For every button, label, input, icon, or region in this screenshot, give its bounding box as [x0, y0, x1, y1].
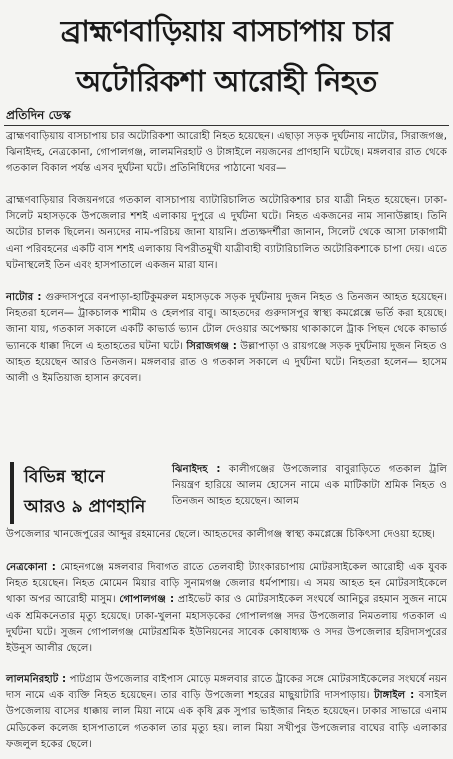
jhenaidah-text: কালীগঞ্জের উপজেলার বাবুরাড়িতে গতকাল ট্রলি নিয়ন্ত্রণ হারিয়ে আলম হোসেন নামে এক মাটিকাটা শ্রমিক নিহত ও তিনজন আহত হয়েছেন। আলম	[172, 464, 447, 508]
sidebar-line-1: বিভিন্ন স্থানে	[24, 467, 105, 487]
natore-text: গুরুদাসপুরে বনপাড়া-হাটিকুমরুল মহাসড়কে সড়ক দুর্ঘটনায় দুজন নিহত ও তিনজন আহত হয়েছেন। নিহতরা হলেন— ট্রাকচালক শামীম ও হেলপার বাবু। আহতদের গুরুদাসপুর স্বাস্থ্য কমপ্লেক্সে ভর্তি করা হয়েছে। জানা যায়, গতকাল সকালে একটি কাভার্ড ভ্যান টোল দেওয়ার অপেক্ষায় থাকাকালে ট্রাক পিছন থেকে কাভার্ড ভ্যানকে ধাক্কা দিলে এ হতাহতের ঘটনা ঘটে।	[6, 292, 448, 352]
brahmanbaria-paragraph: ব্রাহ্মণবাড়িয়ার বিজয়নগরে গতকাল বাসচাপায় ব্যাটারিচালিত অটোরিকশার চার যাত্রী নিহত হয়েছেন। ঢাকা-সিলেট মহাসড়কে উপজেলার শশই এলাকায় দুপুরে এ দুর্ঘটনা ঘটে। নিহত একজনের নাম সানাউল্লাহ। তিনি অটোর চালক ছিলেন। অন্যদের নাম-পরিচয় জানা যায়নি। প্রত্যক্ষদর্শীরা জানান, সিলেট থেকে আসা ঢাকাগামী এনা পরিবহনের একটি বাস শশই এলাকায় বিপরীতমুখী যাত্রীবাহী ব্যাটারিচালিত অটোরিকশাকে চাপা দেয়। এতে ঘটনাস্থলেই তিন এবং হাসপাতালে একজন মারা যান।	[6, 195, 447, 271]
gopalganj-text: প্রাইভেট কার ও মোটরসাইকেল সংঘর্ষে আনিচুর রহমান সুজন নামে এক শ্রমিকনেতার মৃত্যু হয়েছে। ঢাকা-খুলনা মহাসড়কের গোপালগঞ্জ সদর উপজেলার নিমতলায় গতকাল এ দুর্ঘটনা ঘটে। সুজন গোপালগঞ্জ মোটরশ্রমিক ইউনিয়নের সাবেক কোষাধ্যক্ষ ও সদর উপজেলার হরিদাসপুরের ইউনুস আলীর ছেলে।	[6, 594, 447, 655]
headline-line-1: ব্রাহ্মণবাড়িয়ায় বাসচাপায় চার	[60, 14, 393, 48]
sidebar-highlight	[10, 458, 162, 530]
gopalganj-label: গোপালগঞ্জ :	[119, 594, 175, 606]
natore-label: নাটোর :	[6, 292, 42, 303]
lalmonirhat-paragraph	[6, 672, 447, 753]
netrokona-label: নেত্রকোনা :	[6, 562, 56, 573]
headline	[8, 6, 445, 106]
netrokona-paragraph	[6, 560, 447, 657]
divider	[4, 125, 449, 126]
jhenaidah-continued: উপজেলার খানজেপুরের আব্দুর রহমানের ছেলে। আহতদের কালীগঞ্জ স্বাস্থ্য কমপ্লেক্সে চিকিৎসা দেওয়া হচ্ছে।	[6, 529, 436, 540]
sirajganj-label: সিরাজগঞ্জ :	[186, 340, 237, 352]
jhenaidah-label: ঝিনাইদহ :	[172, 464, 221, 475]
intro-paragraph: ব্রাহ্মণবাড়িয়ায় বাসচাপায় চার অটোরিকশা আরোহী নিহত হয়েছেন। এছাড়া সড়ক দুর্ঘটনায় নাটোর, সিরাজগঞ্জ, ঝিনাইদহ, নেত্রকোনা, গোপালগঞ্জ, লালমনিরহাট ও টাঙ্গাইলে নয়জনের প্রাণহানি ঘটেছে। মঙ্গলবার রাত থেকে গতকাল বিকাল পর্যন্ত এসব দুর্ঘটনা ঘটে। প্রতিনিধিদের পাঠানো খবর—	[6, 131, 447, 175]
tangail-text: বসাইল উপজেলায় বাসের ধাক্কায় লাল মিয়া নামে এক কৃষি ব্লক সুপার ভাইজার নিহত হয়েছেন। ঢাকার সাভারে এনাম মেডিকেল কলেজ হাসপাতালে গতকাল তার মৃত্যু হয়। লাল মিয়া সখীপুর উপজেলার বাঘের বাড়ি এলাকার ফজলুল হকের ছেলে।	[6, 690, 447, 750]
sidebar-bar	[10, 462, 14, 524]
tangail-label: টাঙ্গাইল :	[374, 690, 415, 702]
byline: প্রতিদিন ডেস্ক	[6, 108, 71, 122]
headline-line-2: অটোরিকশা আরোহী নিহত	[76, 64, 377, 98]
sirajganj-text: উল্লাপাড়া ও রায়গঞ্জে সড়ক দুর্ঘটনায় দুজন নিহত ও আহত হয়েছেন আরও তিনজন। মঙ্গলবার রাত ও গতকাল সকালে এ দুর্ঘটনা ঘটে। নিহতরা হলেন— হাসেম আলী ও ইমতিয়াজ হাসান রুবেল।	[6, 340, 447, 385]
sidebar-line-2: আরও ৯ প্রাণহানি	[24, 497, 146, 517]
lalmonirhat-text: পাটগ্রাম উপজেলার বাইপাস মোড়ে মঙ্গলবার রাতে ট্রাকের সঙ্গে মোটরসাইকেলের সংঘর্ষে নয়ন দাস নামে এক ব্যক্তি নিহত হয়েছেন। তার বাড়ি উপজেলা শহরের মাছুয়াটারি দাসপাড়ায়।	[6, 674, 447, 702]
natore-paragraph	[6, 290, 447, 387]
lalmonirhat-label: লালমনিরহাট :	[6, 674, 67, 685]
jhenaidah-paragraph	[172, 462, 447, 511]
netrokona-text: মোহনগঞ্জে মঙ্গলবার দিবাগত রাতে তেলবাহী ট্যাংকারচাপায় মোটরসাইকেল আরোহী এক যুবক নিহত হয়েছেন। নিহত মোমেন মিয়ার বাড়ি সুনামগঞ্জ জেলার ধর্মপাশায়। এ সময় আহত হন মোটরসাইকেলে থাকা অপর আরোহী মাসুম।	[6, 562, 447, 606]
